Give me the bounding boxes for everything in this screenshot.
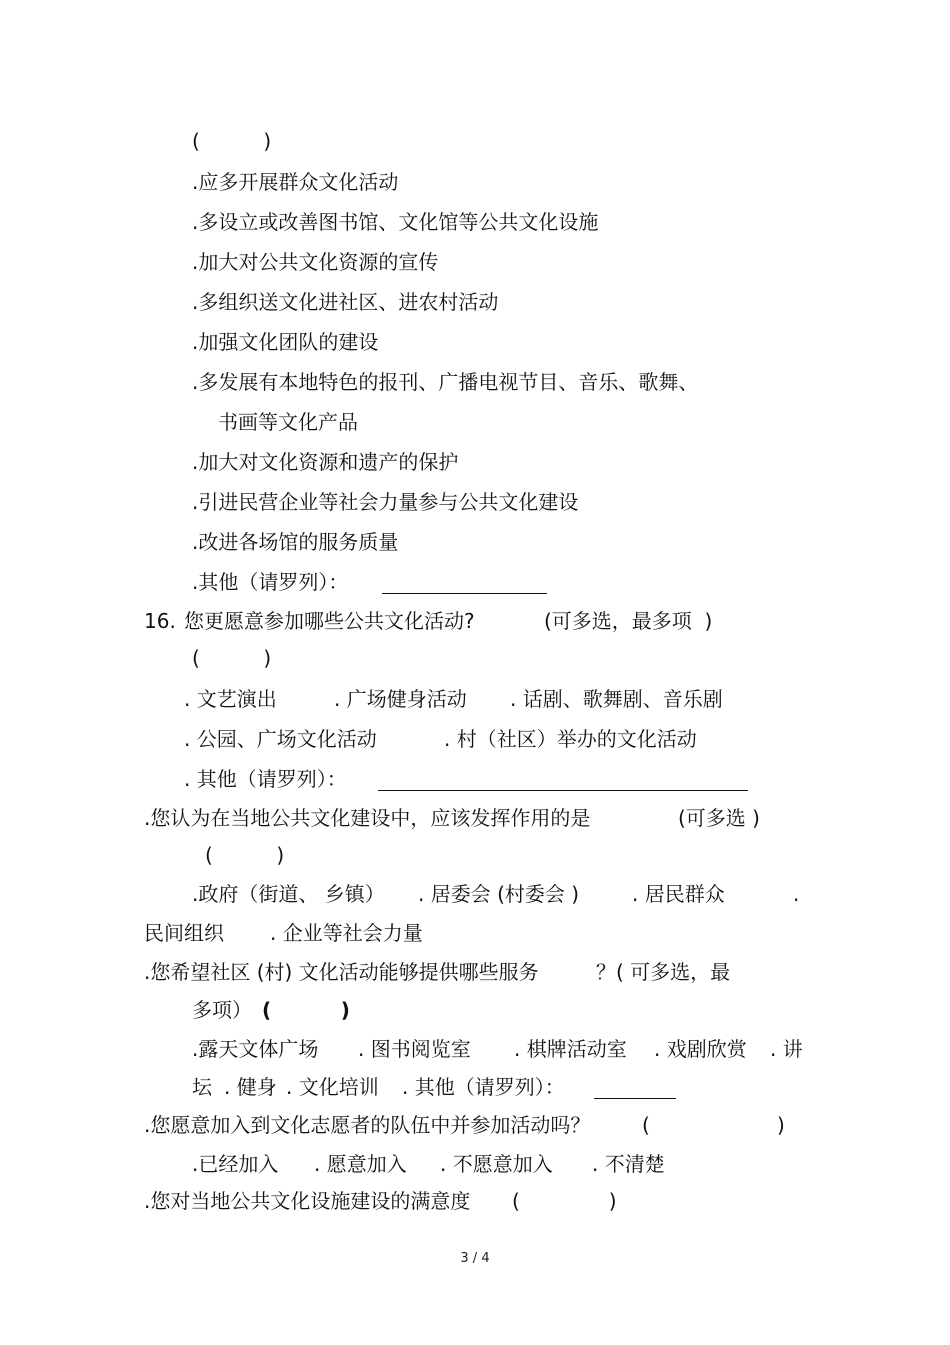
q18-title: .您希望社区 (村) 文化活动能够提供哪些服务 — [144, 960, 539, 984]
q15-option-1: .应多开展群众文化活动 — [192, 170, 399, 194]
q19-answer-bracket: ( ) — [642, 1113, 785, 1137]
q17-option-3: . 居民群众 — [632, 882, 725, 906]
q18-option-4: . 戏剧欣赏 — [654, 1037, 747, 1061]
q15-option-2: .多设立或改善图书馆、文化馆等公共文化设施 — [192, 210, 599, 234]
q17-title: .您认为在当地公共文化建设中，应该发挥作用的是 — [144, 806, 591, 830]
q18-title-cont: 多项） — [192, 998, 252, 1022]
q16-other-blank[interactable] — [378, 790, 748, 791]
q15-option-6-cont: 书画等文化产品 — [218, 410, 358, 434]
q18-option-5-cont: 坛 — [192, 1075, 212, 1099]
q15-option-6: .多发展有本地特色的报刊、广播电视节目、音乐、歌舞、 — [192, 370, 699, 394]
q15-option-8: .引进民营企业等社会力量参与公共文化建设 — [192, 490, 579, 514]
q15-option-4: .多组织送文化进社区、进农村活动 — [192, 290, 499, 314]
q18-option-5: . 讲 — [770, 1037, 803, 1061]
q16-option-3: . 话剧、歌舞剧、音乐剧 — [510, 687, 723, 711]
q16-option-2: . 广场健身活动 — [334, 687, 467, 711]
q17-option-4-marker: . — [793, 882, 800, 906]
q17-option-5: . 企业等社会力量 — [270, 921, 423, 945]
q18-other-blank[interactable] — [594, 1098, 676, 1099]
q16-title: 您更愿意参加哪些公共文化活动? — [184, 609, 475, 633]
q16-option-5: . 村（社区）举办的文化活动 — [444, 727, 697, 751]
q16-option-4: . 公园、广场文化活动 — [184, 727, 377, 751]
q15-option-3: .加大对公共文化资源的宣传 — [192, 250, 439, 274]
q19-option-1: .已经加入 — [192, 1152, 279, 1176]
q15-option-5: .加强文化团队的建设 — [192, 330, 379, 354]
q18-option-7: . 文化培训 — [286, 1075, 379, 1099]
q18-option-other: . 其他（请罗列）： — [402, 1075, 565, 1099]
q19-option-2: . 愿意加入 — [314, 1152, 407, 1176]
q18-option-2: . 图书阅览室 — [358, 1037, 471, 1061]
q17-option-4: 民间组织 — [144, 921, 224, 945]
q15-option-7: .加大对文化资源和遗产的保护 — [192, 450, 459, 474]
q20-title: .您对当地公共文化设施建设的满意度 — [144, 1189, 471, 1213]
q16-option-other: . 其他（请罗列）： — [184, 767, 347, 791]
q17-option-2: . 居委会 (村委会 ) — [418, 882, 580, 906]
q19-title: .您愿意加入到文化志愿者的队伍中并参加活动吗？ — [144, 1113, 591, 1137]
q15-option-9: .改进各场馆的服务质量 — [192, 530, 399, 554]
q16-answer-bracket: ( ) — [192, 646, 272, 670]
q17-answer-bracket: ( ) — [205, 843, 285, 867]
q16-option-1: . 文艺演出 — [184, 687, 277, 711]
q18-option-3: . 棋牌活动室 — [514, 1037, 627, 1061]
page-number: 3 / 4 — [460, 1251, 490, 1266]
q19-option-4: . 不清楚 — [592, 1152, 665, 1176]
q15-option-other: .其他（请罗列）： — [192, 570, 349, 594]
q15-other-blank[interactable] — [382, 593, 547, 594]
q18-answer-bracket: ( ) — [262, 998, 350, 1022]
q17-option-1: .政府（街道、 乡镇） — [192, 882, 385, 906]
q16-number: 16. — [144, 609, 176, 633]
q16-note: (可多选，最多项 ) — [544, 609, 713, 633]
q18-note: ？( 可多选，最 — [596, 960, 731, 984]
q15-answer-bracket: ( ) — [192, 129, 272, 153]
q19-option-3: . 不愿意加入 — [440, 1152, 553, 1176]
q20-answer-bracket: ( ) — [512, 1189, 617, 1213]
q17-note: (可多选 ) — [678, 806, 760, 830]
q18-option-1: .露天文体广场 — [192, 1037, 319, 1061]
q18-option-6: . 健身 — [224, 1075, 277, 1099]
